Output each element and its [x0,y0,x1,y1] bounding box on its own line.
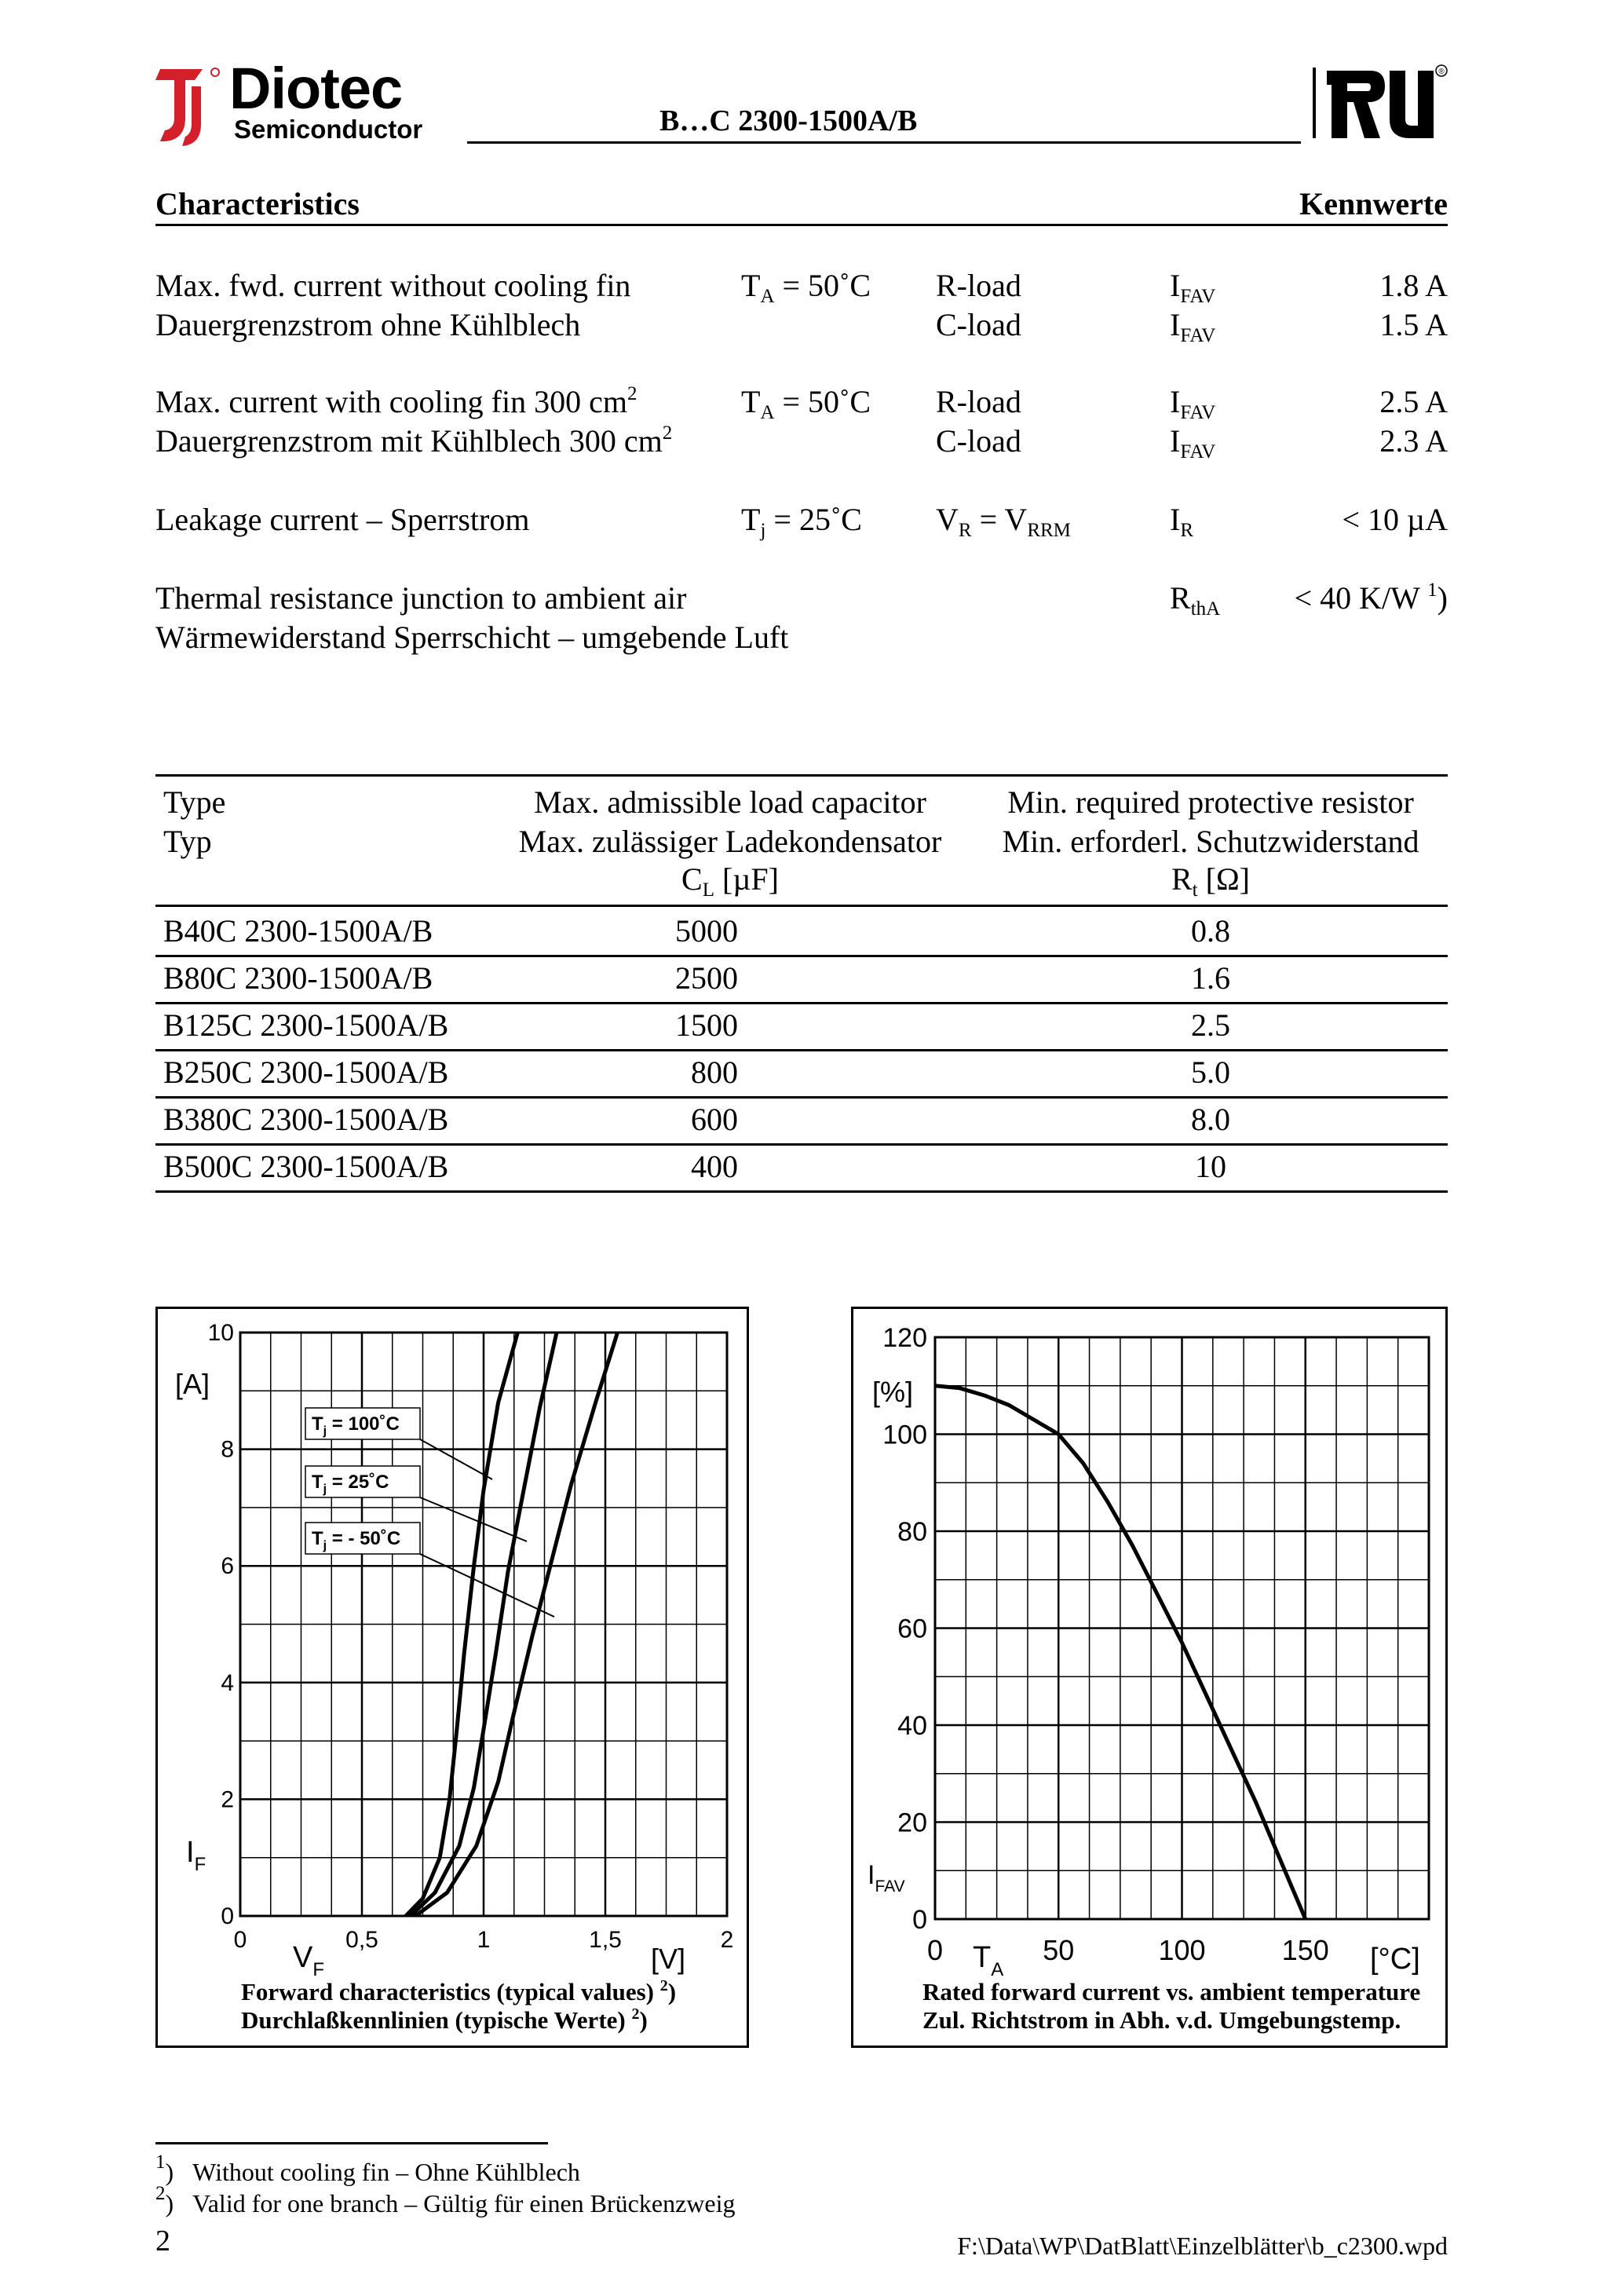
x-axis-unit: [°C] [1370,1943,1420,1976]
table-cell-resistor: 0.8 [1191,913,1230,949]
annotation-leader [420,1497,527,1541]
char-row1-load-c: C-load [936,307,1021,342]
table-head-type-de: Typ [163,824,212,859]
chart1-caption-en: Forward characteristics (typical values) $^2$) [241,1977,677,2005]
table-cell-resistor: 1.6 [1191,960,1230,996]
brand-subtitle: Semiconductor [234,115,423,144]
y-axis-unit: [A] [175,1368,210,1400]
char-row4-en: Thermal resistance junction to ambient air [155,580,687,616]
table-row-rule [155,1002,1448,1004]
chart1-caption-de: Durchlaßkennlinien (typische Werte) $^2$) [241,2005,648,2034]
table-cell-capacitor: 600 [691,1102,738,1137]
y-axis-unit: [%] [872,1376,914,1408]
y-tick-label: 4 [221,1669,234,1696]
y-tick-label: 120 [882,1323,927,1353]
x-tick-label: 1,5 [589,1927,622,1953]
char-row2-value-c: 2.3 A [1379,423,1448,459]
y-tick-label: 8 [221,1436,234,1463]
char-row2-symbol-r: $I_{FAV}$ [1170,384,1216,423]
table-cell-type: B250C 2300-1500A/B [163,1055,449,1090]
table-cell-resistor: 2.5 [1191,1007,1230,1043]
char-row1-en: Max. fwd. current without cooling fin [155,268,631,303]
footnote-1: $^1$) Without cooling fin – Ohne Kühlblech [155,2152,580,2186]
x-tick-label: 50 [1043,1934,1075,1966]
char-row1-value-c: 1.5 A [1379,307,1448,342]
table-cell-capacitor: 800 [691,1055,738,1090]
table-cell-resistor: 5.0 [1191,1055,1230,1090]
char-row3-label: Leakage current – Sperrstrom [155,502,530,537]
table-cell-resistor: 8.0 [1191,1102,1230,1137]
y-axis-symbol: $I_{FAV}$ [868,1860,905,1896]
section-rule [155,224,1448,226]
table-head-type-en: Type [163,784,226,820]
document-title: B…C 2300-1500A/B [659,104,918,137]
page-number: 2 [155,2225,170,2258]
y-tick-label: 2 [221,1786,234,1813]
annotation-label: $T_j$ = 100˚C [312,1413,400,1438]
y-axis-symbol: $I_F$ [186,1836,206,1875]
char-row2-load-r: R-load [936,384,1021,419]
table-cell-type: B40C 2300-1500A/B [163,913,433,949]
char-row1-symbol-r: $I_{FAV}$ [1170,268,1216,307]
chart-forward-characteristics [155,1307,749,2048]
footnote-rule [155,2142,548,2144]
section-title-en: Characteristics [155,186,360,221]
table-head-res-unit: $R_t$ [Ω] [1171,861,1250,901]
y-tick-label: 6 [221,1553,234,1580]
brand-name: Diotec [229,56,403,121]
char-row2-en: Max. current with cooling fin 300 $cm^2$ [155,383,637,419]
chart2-caption-en: Rated forward current vs. ambient temperature [922,1978,1421,2005]
table-cell-type: B80C 2300-1500A/B [163,960,433,996]
char-row2-de: Dauergrenzstrom mit Kühlblech 300 $cm^2$ [155,422,673,459]
table-row-rule [155,1190,1448,1193]
char-row2-load-c: C-load [936,423,1021,459]
y-tick-label: 60 [897,1614,927,1644]
table-top-rule [155,774,1448,777]
char-row1-value-r: 1.8 A [1379,268,1448,303]
table-head-rule [155,905,1448,907]
y-tick-label: 10 [207,1320,234,1346]
char-row1-load-r: R-load [936,268,1021,303]
annotation-label: $T_j$ = 25˚C [312,1472,389,1496]
registered-mark: ® [1438,68,1445,76]
char-row1-condition: $T_A$ = 50˚C [741,268,871,307]
table-head-res-en: Min. required protective resistor [1007,784,1414,820]
chart2-caption-de: Zul. Richtstrom in Abh. v.d. Umgebungstemp. [922,2006,1401,2034]
footnote-2: $^2$) Valid for one branch – Gültig für einen Brückenzweig [155,2183,736,2217]
char-row4-value: < 40 K/W $^1$) [1294,579,1448,616]
table-cell-capacitor: 2500 [675,960,738,996]
x-tick-label: 0 [233,1927,247,1953]
header-rule [467,141,1301,144]
table-cell-capacitor: 400 [691,1149,738,1184]
x-tick-label: 100 [1158,1934,1206,1966]
char-row4-de: Wärmewiderstand Sperrschicht – umgebende Luft [155,620,789,655]
table-head-cap-de: Max. zulässiger Ladekondensator [518,824,942,859]
char-row2-condition: $T_A$ = 50˚C [741,384,871,423]
table-row-rule [155,955,1448,957]
char-row3-symbol: $I_R$ [1170,502,1194,541]
x-tick-label: 2 [720,1927,734,1953]
section-title-de: Kennwerte [1299,186,1448,221]
char-row1-symbol-c: $I_{FAV}$ [1170,307,1216,346]
x-tick-label: 150 [1281,1934,1329,1966]
y-tick-label: 0 [912,1905,927,1935]
char-row3-voltage: $V_R = V_{RRM}$ [936,502,1071,541]
y-tick-label: 0 [221,1903,234,1929]
table-head-cap-unit: $C_L$ [µF] [681,861,779,901]
char-row4-symbol: $R_{thA}$ [1170,580,1221,620]
y-tick-label: 20 [897,1808,927,1838]
char-row3-condition: $T_j$ = 25˚C [741,502,862,541]
char-row2-symbol-c: $I_{FAV}$ [1170,423,1216,462]
table-cell-type: B125C 2300-1500A/B [163,1007,449,1043]
x-axis-symbol: $T_A$ [973,1941,1004,1980]
table-row-rule [155,1143,1448,1146]
y-tick-label: 80 [897,1517,927,1547]
table-cell-capacitor: 5000 [675,913,738,949]
x-tick-label: 0 [926,1934,944,1966]
table-head-res-de: Min. erforderl. Schutzwiderstand [1002,824,1419,859]
y-tick-label: 40 [897,1711,927,1741]
chart-rated-current [851,1307,1448,2048]
table-head-cap-en: Max. admissible load capacitor [534,784,926,820]
x-axis-symbol: $V_F$ [293,1941,325,1980]
char-row2-value-r: 2.5 A [1379,384,1448,419]
chart1-svg [158,1309,747,2046]
annotation-label: $T_j$ = - 50˚C [312,1528,401,1552]
y-tick-label: 100 [882,1420,927,1450]
table-cell-type: B500C 2300-1500A/B [163,1149,449,1184]
x-tick-label: 1 [477,1927,491,1953]
file-path: F:\Data\WP\DatBlatt\Einzelblätter\b_c2300.wpd [957,2232,1448,2260]
char-row3-value: < 10 µA [1342,502,1448,537]
chart2-svg [853,1309,1445,2046]
table-row-rule [155,1049,1448,1051]
x-axis-unit: [V] [651,1943,686,1975]
annotation-leader [420,1554,554,1617]
table-cell-capacitor: 1500 [675,1007,738,1043]
table-cell-resistor: 10 [1195,1149,1226,1184]
ul-recognized-mark [1313,63,1448,141]
table-cell-type: B380C 2300-1500A/B [163,1102,449,1137]
x-tick-label: 0,5 [345,1927,378,1953]
table-row-rule [155,1096,1448,1099]
diotec-logo-mark [154,63,225,149]
char-row1-de: Dauergrenzstrom ohne Kühlblech [155,307,581,342]
annotation-leader [420,1439,492,1479]
